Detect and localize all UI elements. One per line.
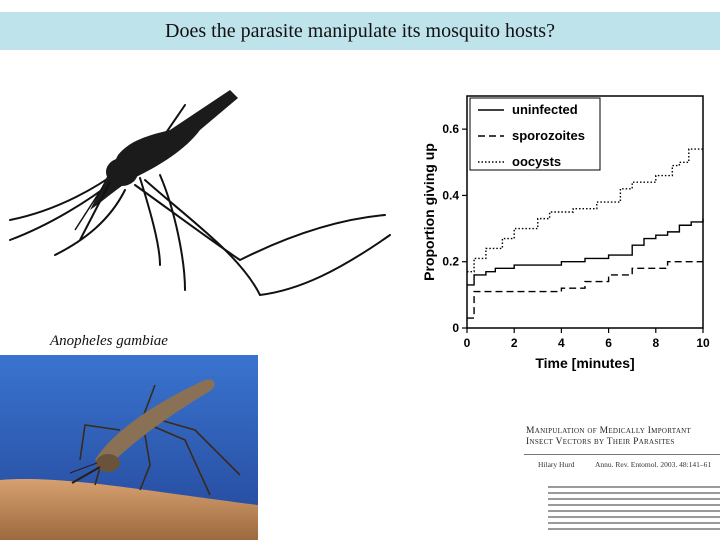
species-caption: Anopheles gambiae [50,333,168,349]
paper-body-text [548,486,720,534]
x-tick-label: 4 [558,336,565,350]
series-line-uninfected [467,219,703,285]
x-tick-label: 0 [463,336,471,350]
mosquito-sketch [0,90,400,340]
y-tick-label: 0.6 [442,122,459,137]
x-tick-label: 8 [652,336,660,350]
legend-label-oocysts: oocysts [512,154,562,169]
paper-title-line-2: Insect Vectors by Their Parasites [526,437,675,447]
x-axis-label: Time [minutes] [535,355,635,371]
series-line-sporozoites [467,262,703,318]
paper-excerpt [520,420,720,540]
x-tick-label: 10 [696,336,710,350]
paper-citation: Annu. Rev. Entomol. 2003. 48:141–61 [595,460,712,469]
legend-label-uninfected: uninfected [512,102,578,117]
y-axis-label: Proportion giving up [421,143,437,281]
paper-title [526,426,691,448]
paper-author: Hilary Hurd [538,460,575,469]
paper-title-line-1: Manipulation of Medically Important [526,426,692,436]
mosquito-photo [0,355,258,540]
x-tick-label: 2 [510,336,518,350]
y-tick-label: 0.2 [442,254,459,269]
slide-title: Does the parasite manipulate its mosquito hosts? [165,20,555,42]
paper-divider [524,454,720,455]
y-tick-label: 0.4 [442,188,459,203]
x-tick-label: 6 [605,336,612,350]
giving-up-chart [415,88,720,378]
legend-label-sporozoites: sporozoites [512,128,585,143]
y-tick-label: 0 [452,321,459,335]
